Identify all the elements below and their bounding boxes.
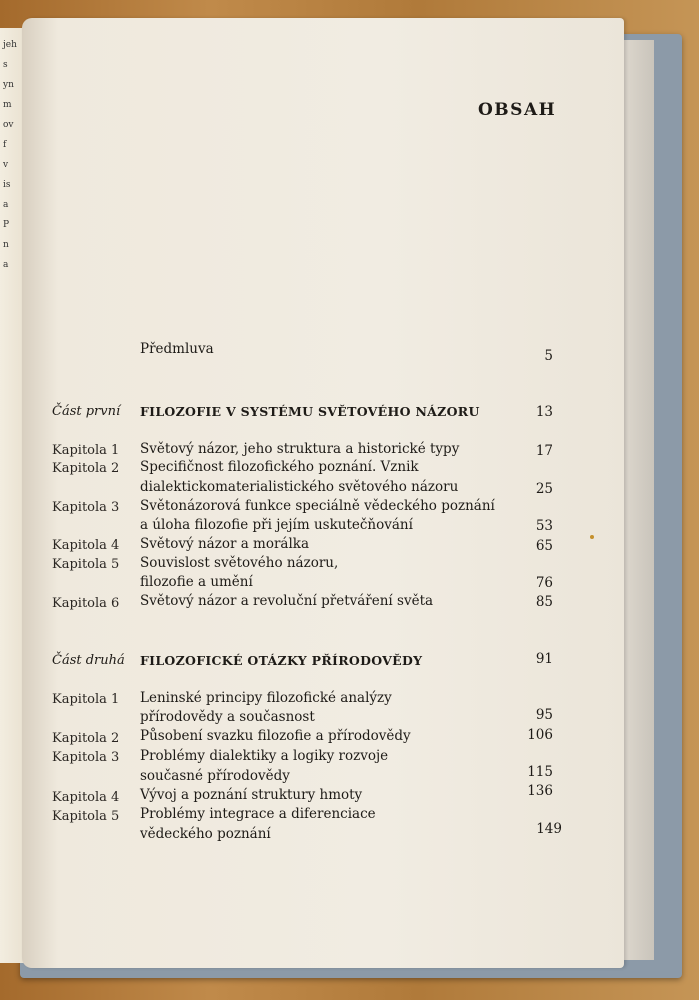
left-page-fragment: f bbox=[3, 140, 7, 150]
intro-page-number: 5 bbox=[544, 348, 553, 364]
chapter-label: Kapitola 2 bbox=[52, 461, 120, 476]
chapter-page-number: 17 bbox=[535, 443, 553, 459]
chapter-page-number: 149 bbox=[536, 821, 562, 837]
chapter-title-line: dialektickomaterialistického světového názoru bbox=[140, 479, 459, 495]
chapter-title-line: Specifičnost filozofického poznání. Vznik bbox=[140, 459, 419, 475]
chapter-title-line: Leninské principy filozofické analýzy bbox=[140, 690, 392, 706]
chapter-label: Kapitola 5 bbox=[52, 809, 120, 824]
chapter-title-line: vědeckého poznání bbox=[140, 826, 271, 842]
chapter-page-number: 65 bbox=[535, 538, 553, 554]
chapter-title-line: Působení svazku filozofie a přírodovědy bbox=[140, 728, 411, 744]
chapter-title-line: Světový názor, jeho struktura a historické typy bbox=[140, 441, 460, 457]
left-page-fragment: m bbox=[3, 100, 12, 110]
left-page-fragment: yn bbox=[3, 80, 14, 90]
part-label: Část první bbox=[52, 404, 121, 419]
chapter-label: Kapitola 6 bbox=[52, 596, 120, 611]
chapter-title-line: Světový názor a revoluční přetváření světa bbox=[140, 593, 434, 609]
chapter-title-line: a úloha filozofie při jejím uskutečňování bbox=[140, 517, 413, 533]
chapter-label: Kapitola 5 bbox=[52, 557, 120, 572]
chapter-page-number: 136 bbox=[527, 783, 553, 799]
chapter-page-number: 25 bbox=[535, 481, 553, 497]
chapter-title-line: Světonázorová funkce speciálně vědeckého poznání bbox=[140, 498, 495, 514]
left-page-fragment: v bbox=[3, 160, 9, 170]
chapter-page-number: 115 bbox=[527, 764, 553, 780]
chapter-title-line: Problémy dialektiky a logiky rozvoje bbox=[140, 748, 389, 764]
chapter-page-number: 95 bbox=[535, 707, 553, 723]
chapter-page-number: 76 bbox=[535, 575, 553, 591]
left-page-fragment: n bbox=[3, 240, 9, 250]
chapter-label: Kapitola 4 bbox=[52, 790, 120, 805]
left-page-fragment: s bbox=[3, 60, 8, 70]
chapter-label: Kapitola 2 bbox=[52, 731, 120, 746]
paper-spot bbox=[590, 535, 594, 539]
left-page-fragment: a bbox=[3, 260, 9, 270]
chapter-label: Kapitola 3 bbox=[52, 500, 120, 515]
chapter-title-line: přírodovědy a současnost bbox=[140, 709, 315, 725]
page-title: OBSAH bbox=[478, 100, 557, 120]
part-heading: FILOZOFICKÉ OTÁZKY PŘÍRODOVĚDY bbox=[140, 653, 423, 668]
part-label: Část druhá bbox=[52, 653, 125, 668]
left-page-fragment: a bbox=[3, 200, 9, 210]
chapter-page-number: 53 bbox=[535, 518, 553, 534]
chapter-page-number: 106 bbox=[527, 727, 553, 743]
part-heading: FILOZOFIE V SYSTÉMU SVĚTOVÉHO NÁZORU bbox=[140, 404, 480, 419]
left-page-fragment: is bbox=[3, 180, 11, 190]
chapter-label: Kapitola 4 bbox=[52, 538, 120, 553]
chapter-label: Kapitola 1 bbox=[52, 443, 120, 458]
part-page-number: 91 bbox=[535, 651, 553, 667]
chapter-title-line: Světový názor a morálka bbox=[140, 536, 310, 552]
chapter-title-line: současné přírodovědy bbox=[140, 768, 290, 784]
intro-entry: Předmluva bbox=[140, 341, 214, 357]
chapter-title-line: filozofie a umění bbox=[140, 574, 253, 590]
chapter-title-line: Souvislost světového názoru, bbox=[140, 555, 339, 571]
chapter-title-line: Vývoj a poznání struktury hmoty bbox=[140, 787, 363, 803]
chapter-label: Kapitola 3 bbox=[52, 750, 120, 765]
left-page-fragment: P bbox=[3, 220, 10, 230]
left-page-fragment: ov bbox=[3, 120, 14, 130]
left-page-fragment: jeh bbox=[3, 40, 17, 50]
part-page-number: 13 bbox=[535, 404, 553, 420]
chapter-page-number: 85 bbox=[535, 594, 553, 610]
chapter-title-line: Problémy integrace a diferenciace bbox=[140, 806, 376, 822]
chapter-label: Kapitola 1 bbox=[52, 692, 120, 707]
